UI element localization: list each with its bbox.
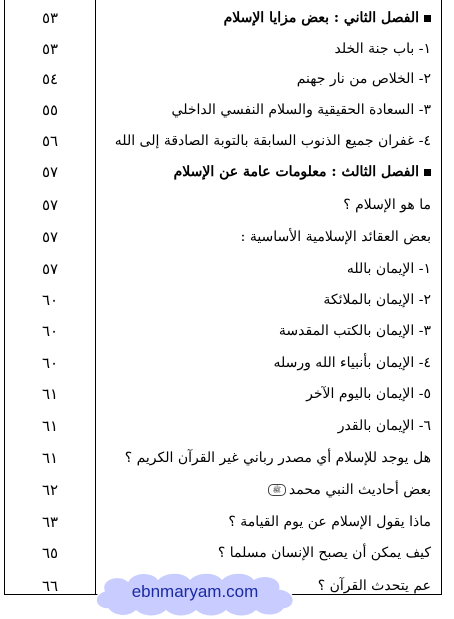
page-number: ٦٠ (41, 354, 59, 372)
square-bullet-icon (424, 169, 431, 176)
page-number: ٦١ (41, 449, 59, 467)
toc-entry (0, 410, 454, 442)
entry-title (101, 474, 431, 506)
entry-text: ٣- الإيمان بالكتب المقدسة (278, 323, 431, 339)
toc-entry (0, 253, 454, 285)
toc-entry (0, 378, 454, 410)
toc-entry (0, 537, 454, 569)
entry-text: ٤- غفران جميع الذنوب السابقة بالتوبة الصادقة إلى الله (114, 133, 431, 149)
toc-entry (0, 506, 454, 538)
page-number: ٦٠ (41, 291, 59, 309)
entry-text: كيف يمكن أن يصبح الإنسان مسلما ؟ (217, 545, 431, 561)
toc-entry (0, 2, 454, 34)
toc-entry (0, 315, 454, 347)
entry-title (101, 94, 431, 126)
entry-text: ١- باب جنة الخلد (334, 41, 431, 57)
entry-title (101, 347, 431, 379)
entry-title (101, 33, 431, 65)
entry-text: ٢- الخلاص من نار جهنم (296, 71, 431, 87)
entry-text: ٥- الإيمان باليوم الآخر (306, 386, 431, 402)
toc-entry (0, 474, 454, 506)
toc-entry (0, 347, 454, 379)
entry-text: ٢- الإيمان بالملائكة (323, 292, 431, 308)
page-number: ٦١ (41, 417, 59, 435)
entry-title (101, 125, 431, 157)
page-number: ٦٦ (41, 577, 59, 595)
entry-title (101, 410, 431, 442)
entry-title (101, 537, 431, 569)
toc-entry (0, 284, 454, 316)
entry-title (101, 63, 431, 95)
chapter-heading (101, 2, 431, 34)
square-bullet-icon (424, 15, 431, 22)
page-number: ٥٥ (41, 101, 59, 119)
entry-text: ٣- السعادة الحقيقية والسلام النفسي الداخلي (171, 102, 431, 118)
toc-entry (0, 442, 454, 474)
entry-title (101, 506, 431, 538)
page-number: ٥٧ (41, 260, 59, 278)
page-number: ٦٣ (41, 513, 59, 531)
toc-entry (0, 189, 454, 221)
entry-text: الفصل الثالث : معلومات عامة عن الإسلام (173, 164, 419, 180)
page-number: ٥٣ (41, 9, 59, 27)
entry-text: بعض العقائد الإسلامية الأساسية : (240, 229, 431, 245)
entry-text: ما هو الإسلام ؟ (343, 197, 431, 213)
toc-entry (0, 221, 454, 253)
entry-title (101, 378, 431, 410)
entry-text: ٦- الإيمان بالقدر (337, 418, 431, 434)
watermark-text: ebnmaryam.com (131, 582, 259, 601)
page-number: ٥٧ (41, 196, 59, 214)
page-number: ٦٠ (41, 322, 59, 340)
entry-title (101, 253, 431, 285)
entry-text: بعض أحاديث النبي محمد (288, 482, 431, 498)
entry-text: ماذا يقول الإسلام عن يوم القيامة ؟ (228, 514, 431, 530)
entry-title (101, 189, 431, 221)
entry-title (101, 284, 431, 316)
page-number: ٥٧ (41, 228, 59, 246)
toc-entry (0, 125, 454, 157)
page-number: ٦١ (41, 385, 59, 403)
entry-text: هل يوجد للإسلام أي مصدر رباني غير القرآن الكريم ؟ (124, 450, 431, 466)
chapter-heading (101, 156, 431, 188)
page-number: ٥٤ (41, 70, 59, 88)
entry-text: الفصل الثاني : بعض مزايا الإسلام (223, 10, 419, 26)
entry-title (101, 442, 431, 474)
page-number: ٦٥ (41, 544, 59, 562)
entry-text: عم يتحدث القرآن ؟ (317, 578, 431, 594)
toc-entry (0, 94, 454, 126)
entry-text: ٤- الإيمان بأنبياء الله ورسله (273, 355, 431, 371)
entry-title (101, 315, 431, 347)
toc-entry (0, 156, 454, 188)
entry-title (101, 221, 431, 253)
page-number: ٥٧ (41, 163, 59, 181)
toc-entry (0, 33, 454, 65)
toc-entry (0, 63, 454, 95)
page-number: ٦٢ (41, 481, 59, 499)
entry-text: ١- الإيمان بالله (346, 261, 431, 277)
page-number: ٥٣ (41, 40, 59, 58)
page-number: ٥٦ (41, 132, 59, 150)
honorific-seal-icon: ﷺ (268, 484, 286, 496)
